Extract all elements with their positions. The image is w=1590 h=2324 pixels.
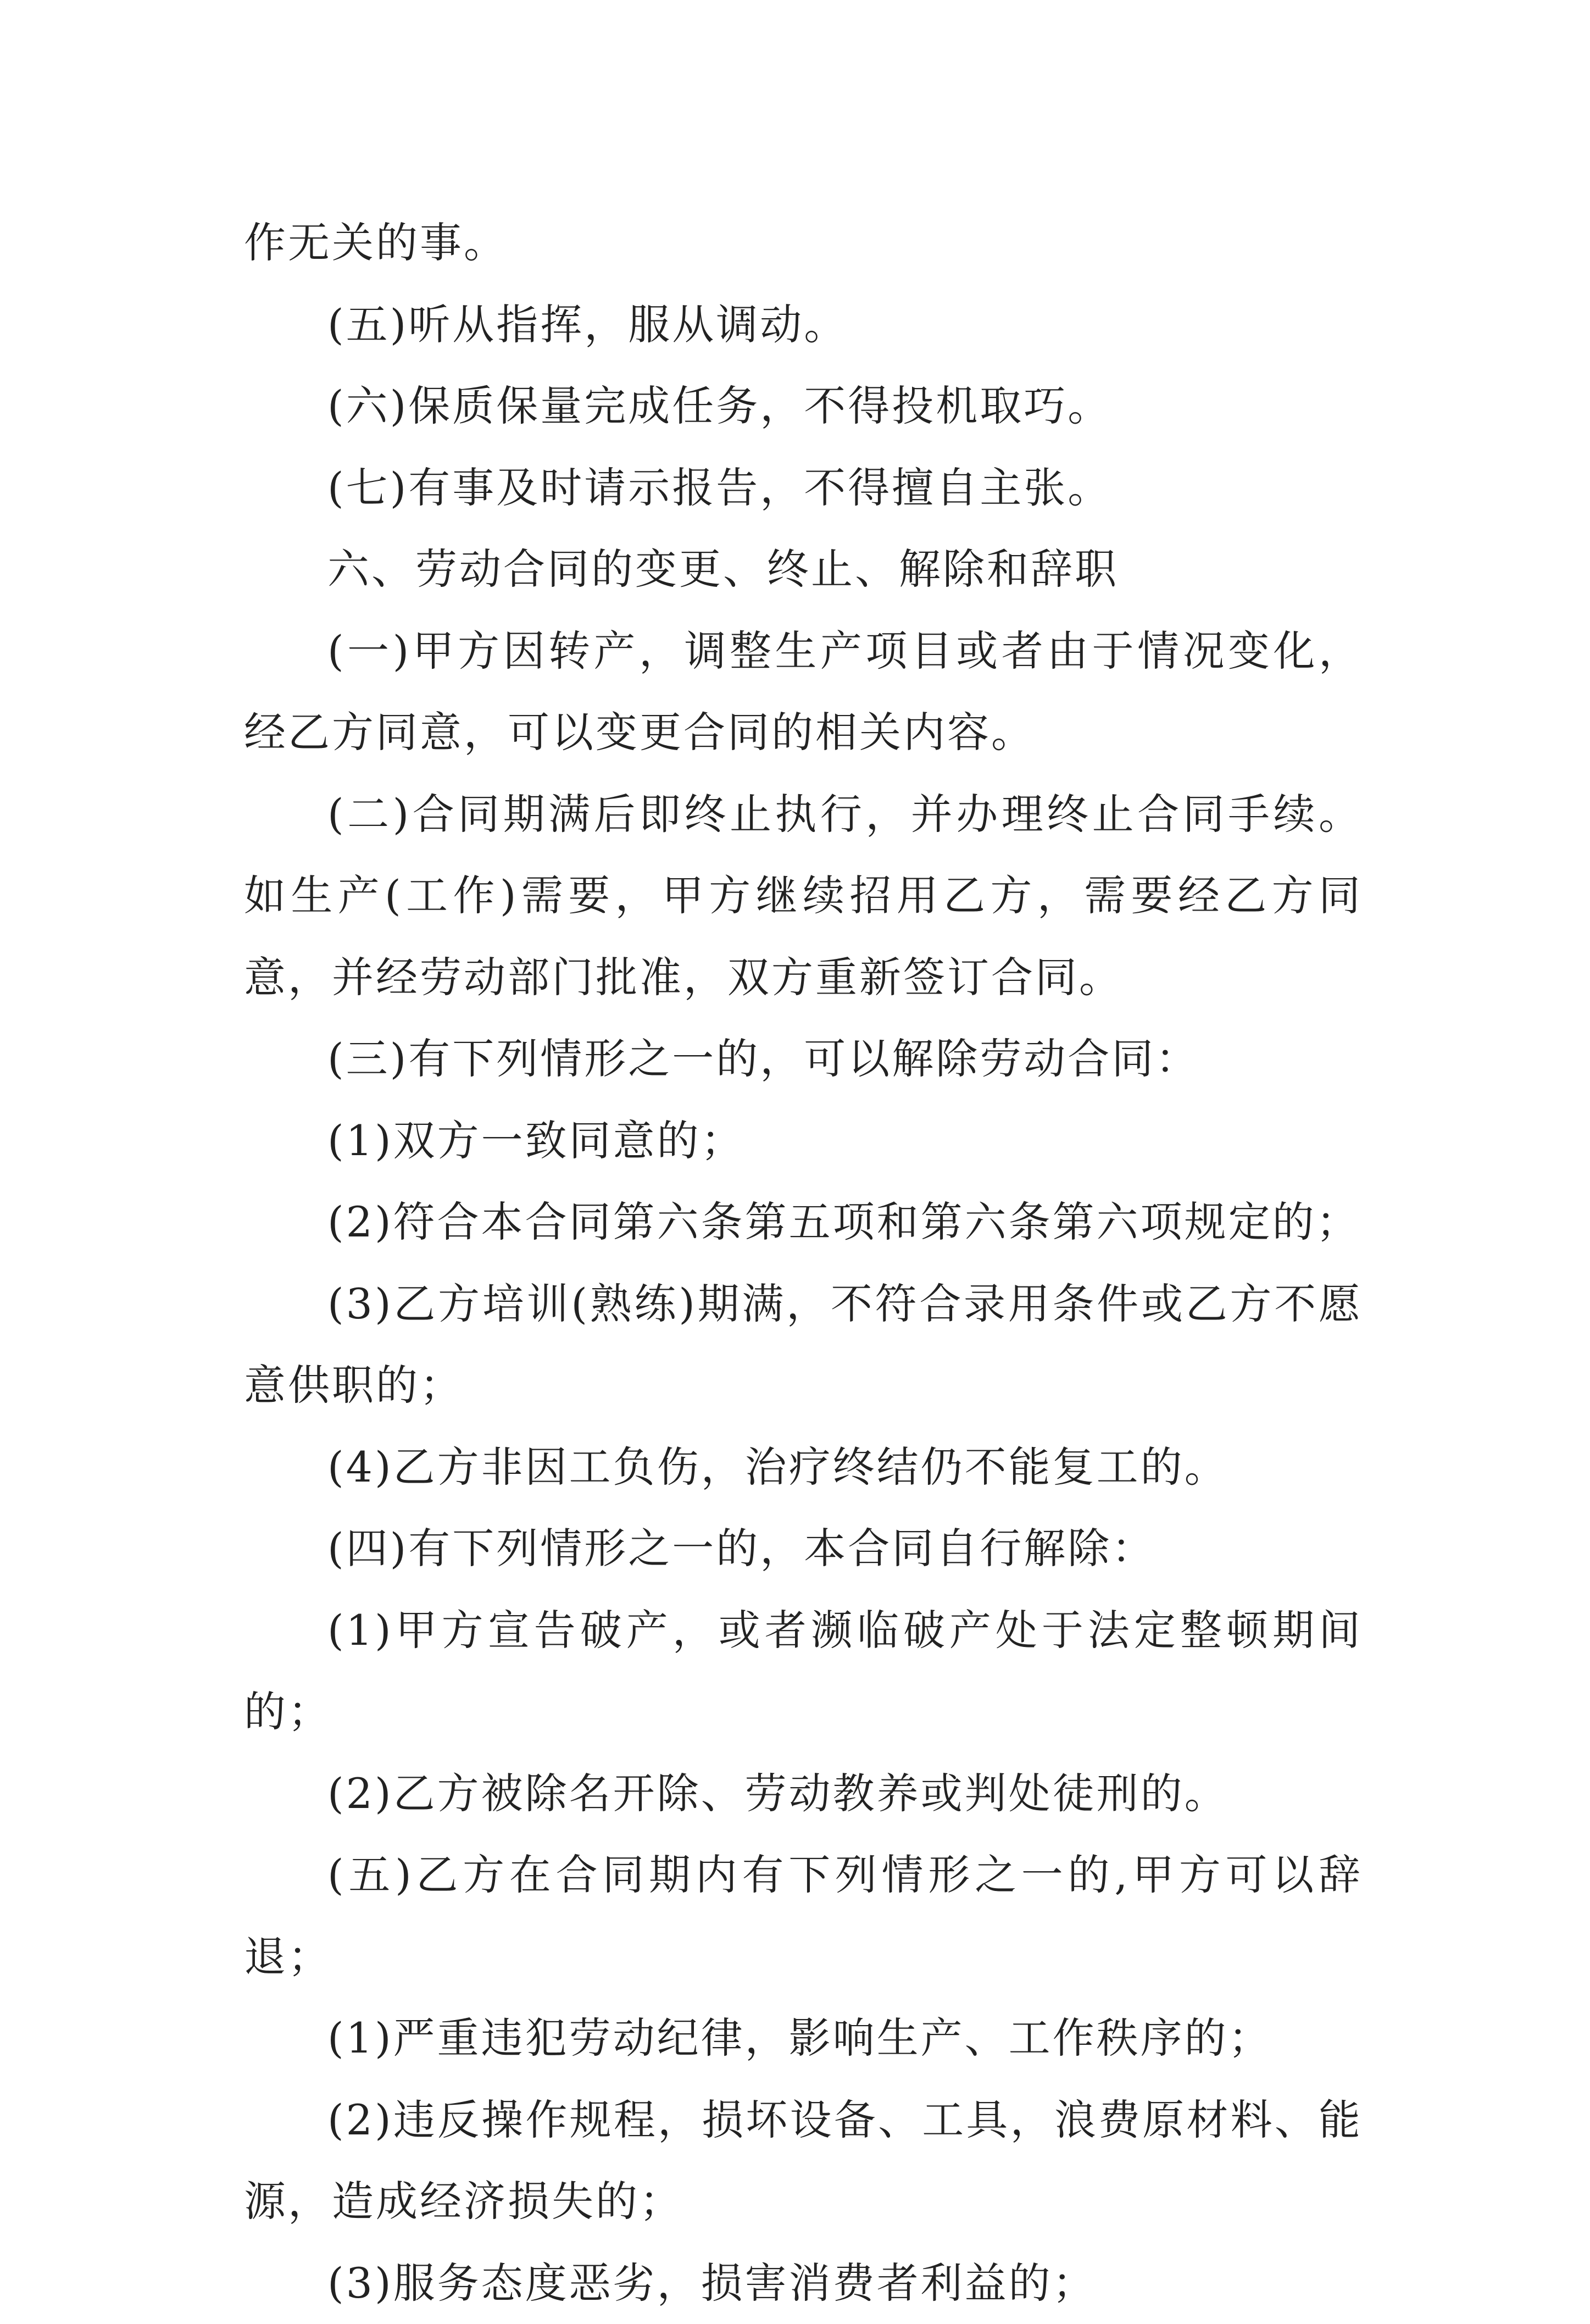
paragraph-6: (一)甲方因转产，调整生产项目或者由于情况变化，经乙方同意，可以变更合同的相关内容。 bbox=[244, 611, 1363, 774]
paragraph-13: (四)有下列情形之一的，本合同自行解除： bbox=[244, 1508, 1363, 1590]
paragraph-8: (三)有下列情形之一的，可以解除劳动合同： bbox=[244, 1018, 1363, 1100]
paragraph-12: (4)乙方非因工负伤，治疗终结仍不能复工的。 bbox=[244, 1427, 1363, 1508]
paragraph-10: (2)符合本合同第六条第五项和第六条第六项规定的； bbox=[244, 1182, 1363, 1263]
paragraph-3: (六)保质保量完成任务，不得投机取巧。 bbox=[244, 365, 1363, 447]
document-body bbox=[244, 202, 1363, 2324]
paragraph-16: (五)乙方在合同期内有下列情形之一的,甲方可以辞退； bbox=[244, 1834, 1363, 1998]
paragraph-19: (3)服务态度恶劣，损害消费者利益的； bbox=[244, 2243, 1363, 2324]
paragraph-7: (二)合同期满后即终止执行，并办理终止合同手续。如生产(工作)需要，甲方继续招用乙方，需要经乙方同意，并经劳动部门批准，双方重新签订合同。 bbox=[244, 774, 1363, 1019]
paragraph-9: (1)双方一致同意的； bbox=[244, 1100, 1363, 1182]
paragraph-17: (1)严重违犯劳动纪律，影响生产、工作秩序的； bbox=[244, 1998, 1363, 2079]
paragraph-18: (2)违反操作规程，损坏设备、工具，浪费原材料、能源，造成经济损失的； bbox=[244, 2079, 1363, 2243]
paragraph-14: (1)甲方宣告破产，或者濒临破产处于法定整顿期间的； bbox=[244, 1590, 1363, 1753]
paragraph-4: (七)有事及时请示报告，不得擅自主张。 bbox=[244, 447, 1363, 529]
paragraph-11: (3)乙方培训(熟练)期满，不符合录用条件或乙方不愿意供职的； bbox=[244, 1263, 1363, 1427]
section-heading-6: 六、劳动合同的变更、终止、解除和辞职 bbox=[244, 529, 1363, 611]
paragraph-1: 作无关的事。 bbox=[244, 202, 1363, 284]
paragraph-15: (2)乙方被除名开除、劳动教养或判处徒刑的。 bbox=[244, 1753, 1363, 1835]
paragraph-2: (五)听从指挥，服从调动。 bbox=[244, 284, 1363, 366]
